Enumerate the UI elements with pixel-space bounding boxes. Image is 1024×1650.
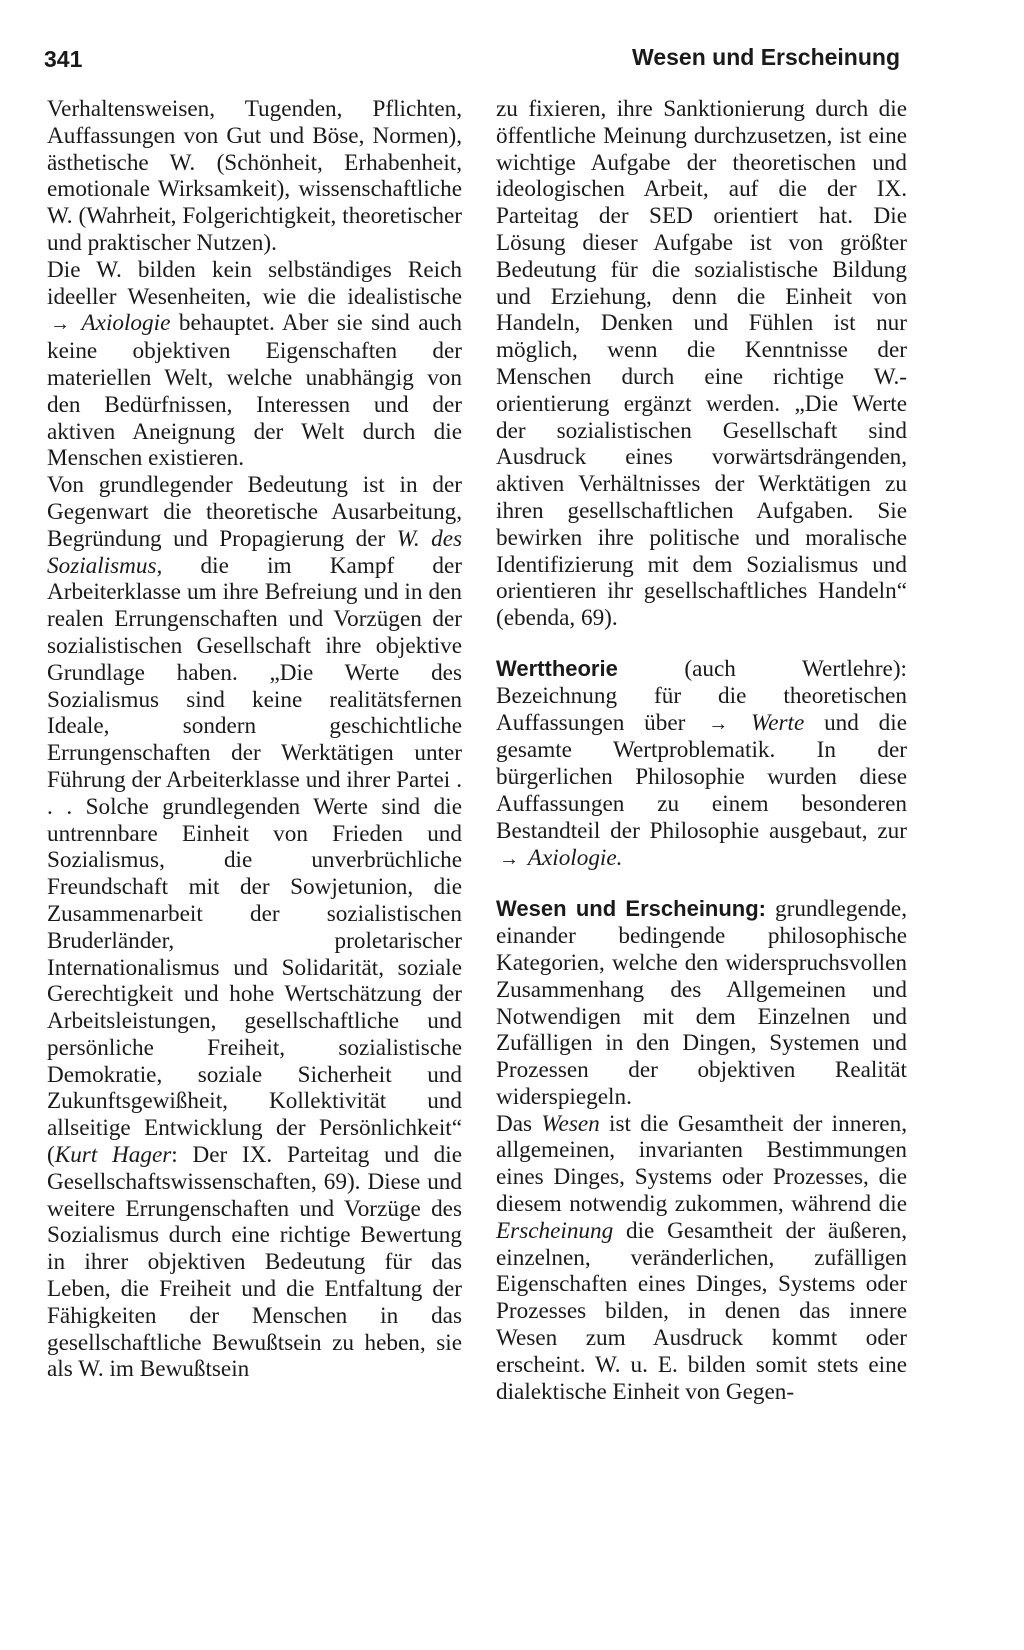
text: die Gesamtheit der äußeren, einzelnen, veränderlichen, zufälligen Eigenschaften eines Dinges, Systems oder Prozesses bilden, in denen das innere Wesen zum Ausdruck kommt oder erscheint. W. u. E. bilden somit stets eine dialektische Einheit von Gegen- [496,1217,907,1405]
text: die im Kampf der Arbeiterklasse um ihre Befreiung und in den realen Errungenschaften und Vorzügen der sozialistischen Gesellschaft ihre objektive Grundlage haben. „Die Werte des Sozialismus sind keine realitätsfernen Ideale, sondern geschichtliche Errungenschaften der Werktätigen unter Führung der Arbeiterklasse und ihrer Partei . . . Solche grundlegenden Werte sind die untrennbare Einheit von Frieden und Sozialismus, die unverbrüchliche Freundschaft mit der Sowjetunion, die Zusammenarbeit der sozialistischen Bruderländer, proletarischer Internationalismus und Solidarität, soziale Gerechtigkeit und hohe Wertschätzung der Arbeitsleistungen, gesellschaftliche und persönliche Freiheit, sozialistische Demokratie, soziale Sicherheit und Zukunftsgewißheit, Kollektivität und allseitige Entwicklung der Persönlichkeit“ ( [47,552,462,1169]
paragraph: Verhaltensweisen, Tugenden, Pflichten, Auffassungen von Gut und Böse, Normen), ästhetische W. (Schönheit, Erhabenheit, emotionale Wirksamkeit), wissenschaftliche W. (Wahrheit, Folgerichtigkeit, theoretischer und praktischer Nutzen). [47,96,462,256]
emphasis: Wesen [541,1110,600,1137]
text: : Der IX. Parteitag und die Gesellschaftswissenschaften, 69). Diese und weitere Errungenschaften und Vorzüge des Sozialismus durch eine richtige Bewertung in ihrer objektiven Bedeutung für das Leben, die Freiheit und die Entfaltung der Fähigkeiten der Menschen in das gesellschaftliche Bewußtsein zu heben, sie als W. im Bewußtsein [47,1142,462,1383]
left-column [47,96,462,1383]
page-number: 341 [44,46,83,72]
cross-reference[interactable]: Axiologie. [527,844,623,871]
paragraph [47,472,462,1383]
text: (auch Wertlehre): Bezeichnung für die theoretischen Auffassungen über [496,655,907,736]
arrow-icon: → [708,712,729,735]
emphasis: W. des Sozialismus, [47,525,463,579]
paragraph [47,257,462,472]
entry-heading: Wesen und Erscheinung: [496,896,767,922]
emphasis: Erscheinung [496,1217,614,1244]
text: ist die Gesamtheit der inneren, allgemeinen, invarianten Bestimmungen eines Dinges, Systems oder Prozesses, die diesem notwendig zukommen, während die [496,1110,907,1218]
text: grundlegende, einander bedingende philosophische Kategorien, welche den widerspruchsvollen Zusammenhang des Allgemeinen und Notwendigen mit dem Einzelnen und Zufälligen in den Dingen, Systemen und Prozessen der objektiven Realität widerspiegeln. [496,896,908,1110]
text: Von grundlegender Bedeutung ist in der Gegenwart die theoretische Ausarbeitung, Begründung und Propagierung der [47,472,462,552]
paragraph [496,1111,907,1406]
cross-reference[interactable]: Axiologie [81,310,171,337]
entry-werttheorie [496,656,907,872]
entry-wesen-und-erscheinung [496,896,907,1110]
arrow-icon: → [50,313,70,336]
paragraph: zu fixieren, ihre Sanktionierung durch die öffentliche Meinung durchzusetzen, ist eine wichtige Aufgabe der theoretischen und ideologischen Arbeit, auf die der IX. Parteitag der SED orientiert hat. Die Lösung dieser Aufgabe ist von größter Bedeutung für die sozialistische Bildung und Erziehung, denn die Einheit von Handeln, Denken und Fühlen ist nur möglich, wenn die Kenntnisse der Menschen durch eine richtige W.-orientierung ergänzt werden. „Die Werte der sozialistischen Gesellschaft sind Ausdruck eines vorwärtsdrängenden, aktiven Verhältnisses der Werktätigen zu ihren gesellschaftlichen Aufgaben. Sie bewirken ihre politische und moralische Identifizierung mit dem Sozialismus und orientieren ihr gesellschaftliches Handeln“ (ebenda, 69). [496,96,907,632]
right-column [496,96,907,1405]
running-title: Wesen und Erscheinung [632,44,900,70]
text: Das [496,1110,533,1137]
text: und die gesamte Wertproblematik. In der bürgerlichen Philosophie wurden diese Auffassungen zu einem besonderen Bestandteil der Philosophie ausgebaut, zur [496,709,907,844]
text: Die W. bilden kein selbständiges Reich ideeller Wesenheiten, wie die idealistische [47,256,462,310]
text: behauptet. Aber sie sind auch keine objektiven Eigenschaften der materiellen Welt, welche unabhängig von den Bedürfnissen, Interessen und der aktiven Aneignung der Welt durch die Menschen existieren. [47,310,463,472]
cross-reference[interactable]: Werte [751,709,805,736]
arrow-icon: → [499,847,519,870]
author-name: Kurt Hager [54,1142,172,1169]
entry-heading: Werttheorie [496,655,618,681]
